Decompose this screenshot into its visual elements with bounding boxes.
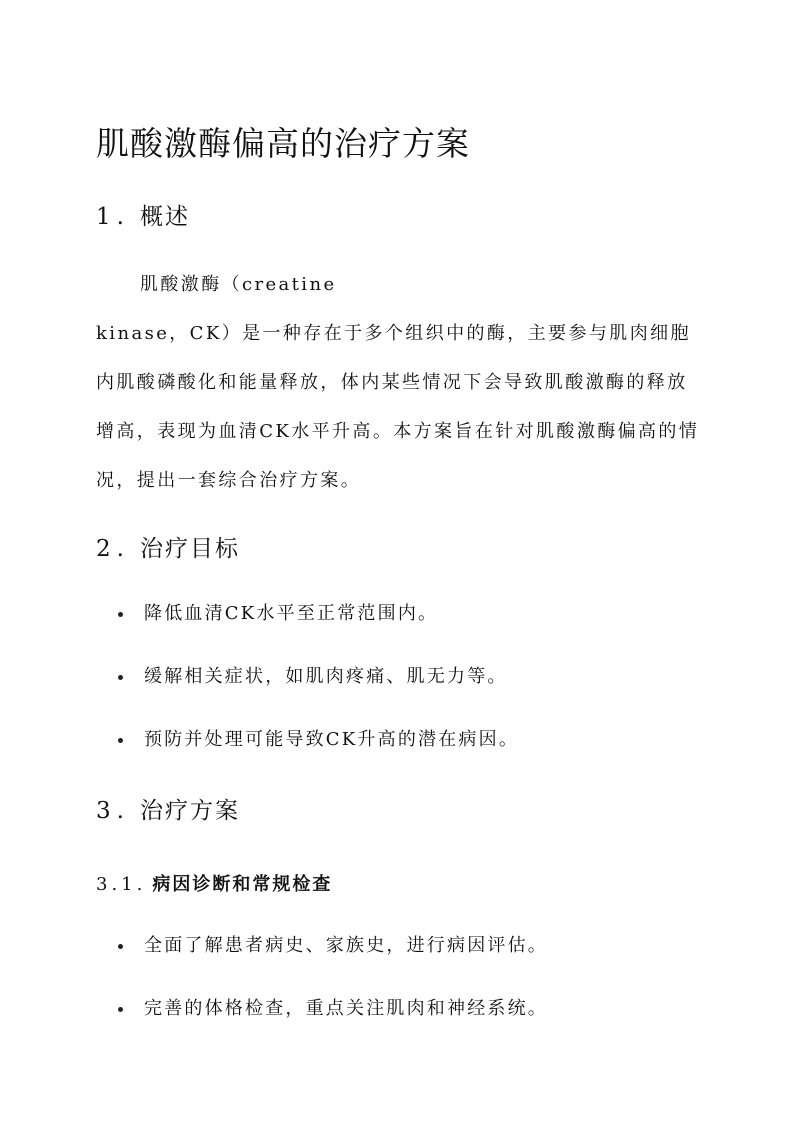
overview-paragraph — [96, 260, 706, 505]
paragraph-line: 内肌酸磷酸化和能量释放，体内某些情况下会导致肌酸激酶的释放 — [96, 372, 688, 393]
section-number: 3. — [96, 798, 130, 824]
list-item — [118, 665, 519, 728]
goals-list — [118, 602, 519, 791]
bullet-icon — [118, 944, 123, 949]
bullet-icon — [118, 1007, 123, 1012]
list-item — [118, 602, 519, 665]
paragraph-line: 增高，表现为血清CK水平升高。本方案旨在针对肌酸激酶偏高的情 — [96, 421, 700, 442]
list-item — [118, 728, 519, 791]
list-item-text: 缓解相关症状，如肌肉疼痛、肌无力等。 — [144, 666, 508, 687]
section-title: 概述 — [139, 204, 190, 230]
bullet-icon — [118, 738, 123, 743]
list-item-text: 完善的体格检查，重点关注肌肉和神经系统。 — [144, 998, 548, 1019]
paragraph-line: 肌酸激酶（creatine — [140, 274, 337, 295]
bullet-icon — [118, 675, 123, 680]
section-number: 2. — [96, 536, 130, 562]
list-item-text: 预防并处理可能导致CK升高的潜在病因。 — [144, 729, 520, 750]
section-number: 1. — [96, 204, 130, 230]
section-heading-plan — [96, 792, 240, 825]
section-title: 治疗方案 — [139, 798, 240, 824]
list-item-text: 降低血清CK水平至正常范围内。 — [144, 603, 439, 624]
paragraph-line: kinase，CK）是一种存在于多个组织中的酶，主要参与肌肉细胞 — [96, 323, 691, 344]
subsection-title: 病因诊断和常规检查 — [152, 874, 333, 895]
subsection-heading-diagnosis — [96, 870, 332, 896]
section-heading-goals — [96, 530, 240, 563]
section-title: 治疗目标 — [139, 536, 240, 562]
list-item — [118, 997, 548, 1060]
subsection-number: 3.1. — [96, 874, 147, 895]
list-item — [118, 934, 548, 997]
paragraph-line: 况，提出一套综合治疗方案。 — [96, 470, 362, 491]
section-heading-overview — [96, 198, 190, 231]
list-item-text: 全面了解患者病史、家族史，进行病因评估。 — [144, 935, 548, 956]
diagnosis-list — [118, 934, 548, 1060]
document-title: 肌酸激酶偏高的治疗方案 — [96, 124, 470, 164]
bullet-icon — [118, 612, 123, 617]
